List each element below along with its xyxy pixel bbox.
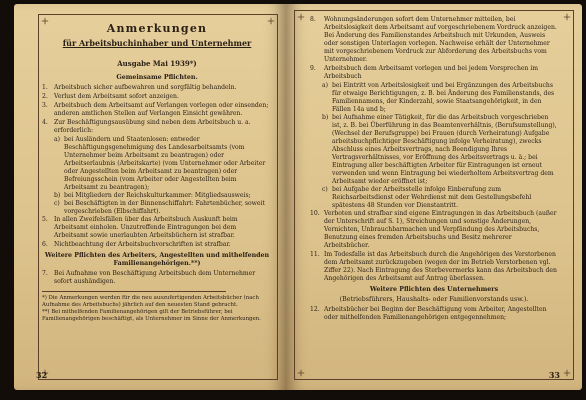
section-subheading: (Betriebsführers, Haushalts- oder Familienvorstands usw.). xyxy=(339,296,529,303)
item-text: Zur Beschäftigungsausübung sind neben dem Arbeitsbuch u. a. erforderlich: xyxy=(54,119,251,134)
sub-item xyxy=(42,200,272,216)
item-text: Bei Aufnahme von Beschäftigung Arbeitsbuch dem Unternehmer sofort aushändigen. xyxy=(54,270,256,285)
list-item xyxy=(42,216,272,240)
item-text: Im Todesfalle ist das Arbeitsbuch durch die Angehörigen des Verstorbenen dem Arbeitsamt zurückzugeben (wegen der im Betrieb Verstorbenen vgl. Ziffer 22). Nach Eintragung des Sterbevermerks kann das Arbeitsbuch den Angehörigen des Arbeitsamt auf Antrag überlassen. xyxy=(324,251,557,282)
sub-letter: b) xyxy=(54,192,61,199)
sub-item xyxy=(310,82,558,114)
item-number: 10. xyxy=(310,210,320,217)
booklet-spread xyxy=(14,4,582,390)
corner-emblem-icon xyxy=(297,369,305,377)
item-text: Arbeitsbuch sicher aufbewahren und sorgfältig behandeln. xyxy=(54,84,237,91)
item-number: 7. xyxy=(42,270,48,277)
list-item xyxy=(310,16,558,64)
corner-emblem-icon xyxy=(563,369,571,377)
sub-item xyxy=(42,192,272,200)
item-text: Arbeitsbücher bei Beginn der Beschäftigung vom Arbeiter, Angestellten oder mithelfenden Familienangehörigen entgegennehmen; xyxy=(324,306,547,321)
item-number: 1. xyxy=(42,84,48,91)
item-text: Wohnungsänderungen sofort dem Unternehmer mitteilen, bei Arbeitslosigkeit dem Arbeitsamt auf vorgeschriebenem Vordruck anzeigen. Bei Änderung des Familienstandes Arbeitsbuch mit Urkunden, Ausweis oder sonstigen Unterlagen vorlegen. Nachweise erhält der Unternehmer mit vorgeschriebenem Vordruck zur Abforderung des Arbeitsbuchs vom Unternehmer. xyxy=(324,16,557,63)
item-number: 3. xyxy=(42,102,48,109)
item-number: 11. xyxy=(310,251,320,258)
item-number: 2. xyxy=(42,93,48,100)
page-content xyxy=(300,12,568,322)
footnote-divider xyxy=(42,291,226,292)
list-item xyxy=(42,93,272,101)
section-heading: Weitere Pflichten des Arbeiters, Angestellten und mithelfenden Familienangehörigen.**) xyxy=(44,252,270,267)
list-item xyxy=(310,306,558,322)
list-item xyxy=(42,241,272,249)
item-number: 9. xyxy=(310,65,316,72)
item-number: 8. xyxy=(310,16,316,23)
sub-item xyxy=(310,114,558,186)
item-number: 5. xyxy=(42,216,48,223)
edition-label: Ausgabe Mai 1939*) xyxy=(117,59,197,68)
sub-item xyxy=(310,186,558,210)
page-subtitle: für Arbeitsbuchinhaber und Unternehmer xyxy=(62,38,252,48)
sub-letter: a) xyxy=(54,136,61,143)
page-number: 33 xyxy=(548,370,560,380)
item-text: In allen Zweifelsfällen über das Arbeitsbuch Auskunft beim Arbeitsamt einholen. Unzutreffende Eintragungen bei dem Arbeitsamt sowie unerlaubten Arbeitsbüchern ist strafbar. xyxy=(54,216,238,239)
section-heading: Gemeinsame Pflichten. xyxy=(116,74,198,81)
list-item xyxy=(42,119,272,135)
list-item xyxy=(310,251,558,283)
item-number: 6. xyxy=(42,241,48,248)
page-title: Anmerkungen xyxy=(106,22,208,35)
item-text: Arbeitsbuch dem Arbeitsamt vorlegen und bei jedem Vorsprechen im Arbeitsbuch xyxy=(324,65,539,80)
sub-item xyxy=(42,136,272,192)
list-item xyxy=(310,210,558,250)
footnote: *) Die Anmerkungen werden für die neu auszufertigenden Arbeitsbücher (nach Aufnahme des Arbeitsbuchs) jährlich auf den neuesten Stand gebracht. xyxy=(42,295,259,308)
item-text: Verboten und strafbar sind eigene Eintragungen in das Arbeitsbuch (außer der Unterschrift auf S. 1), Streichungen und sonstige Änderungen, Vernichten, Unbrauchbarmachen und Verpfändung des Arbeitsbuchs, Benutzung eines fremden Arbeitsbuchs und Besitz mehrerer Arbeitsbücher. xyxy=(324,210,557,249)
list-item xyxy=(310,65,558,81)
item-text: Arbeitsbuch dem Arbeitsamt auf Verlangen vorlegen oder einsenden; anderen amtlichen Stellen auf Verlangen Einsicht gewähren. xyxy=(54,102,269,117)
sub-text: bei Aufgabe der Arbeitsstelle infolge Einberufung zum Reichsarbeitsdienst oder Wehrdienst mit dem Gestellungsbefehl spätestens 48 Stunden vor Dienstantritt. xyxy=(332,186,532,209)
footnote: **) Bei mithelfenden Familienangehörigen gilt der Betriebsführer, bei Familienangehörigen beschäftigt, als Unternehmer im Sinne der Anmerkungen. xyxy=(42,309,261,322)
sub-text: bei Beschäftigten in der Binnenschiffahrt: Fahrtenbücher, soweit vorgeschrieben (Elbschiffahrt). xyxy=(64,200,265,215)
sub-text: bei Aufnahme einer Tätigkeit, für die das Arbeitsbuch vorgeschrieben ist, z. B. bei Überführung in das Beamtenverhältnis, (Berufsumstellung), (Wechsel der Berufsgruppe) bei Frauen (durch Verheiratung) Aufgabe arbeitsbuchpflichtiger Beschäftigung infolge Verheiratung), zwecks Abschluss eines Arbeitsvertrags, nach Beendigung Ihres Vertragsverhältnisses, vor Eröffnung des Arbeitsvertrags u. ä.; bei Eintragung aller beschäftigten Arbeiter für Eintragungen ist erneut verwenden und wenn Eintragung bei wiederholtem Arbeitsvertrag dem Arbeitsamt wieder eröffnet ist; xyxy=(332,114,557,185)
page-content xyxy=(32,22,272,323)
list-item xyxy=(42,270,272,286)
item-number: 12. xyxy=(310,306,320,313)
sub-letter: b) xyxy=(322,114,329,121)
sub-text: bei Ausländern und Staatenlosen: entweder Beschäftigungsgenehmigung des Landesarbeitsamts (vom Unternehmer beim Arbeitsamt zu beantragen) oder Arbeitserlaubnis (Arbeitskarte) (vom Unternehmer oder Arbeiter oder Angestellten beim Arbeitsamt zu beantragen) oder Befreiungsschein (vom Arbeiter oder Angestellten beim Arbeitsamt zu beantragen); xyxy=(64,136,266,191)
item-text: Verlust dem Arbeitsamt sofort anzeigen. xyxy=(54,93,179,100)
page-33 xyxy=(286,4,582,390)
sub-letter: a) xyxy=(322,82,329,89)
list-item xyxy=(42,84,272,92)
item-number: 4. xyxy=(42,119,48,126)
page-number: 32 xyxy=(36,370,48,380)
sub-letter: c) xyxy=(54,200,60,207)
item-text: Nichtbeachtung der Arbeitsbuchvorschriften ist strafbar. xyxy=(54,241,231,248)
sub-text: bei Eintritt von Arbeitslosigkeit und bei Ergänzungen des Arbeitsbuchs für etwaige Berichtigungen, z. B. bei Änderung des Familienstands, des Familiennamens, der Kinderzahl, sowie Staatsangehörigkeit, in den Fällen 14a und b; xyxy=(332,82,555,113)
sub-text: bei Mitgliedern der Reichskulturkammer: Mitgliedsausweis; xyxy=(64,192,251,199)
list-item xyxy=(42,102,272,118)
section-heading: Weitere Pflichten des Unternehmers xyxy=(369,286,499,293)
page-32 xyxy=(14,4,286,390)
sub-letter: c) xyxy=(322,186,328,193)
